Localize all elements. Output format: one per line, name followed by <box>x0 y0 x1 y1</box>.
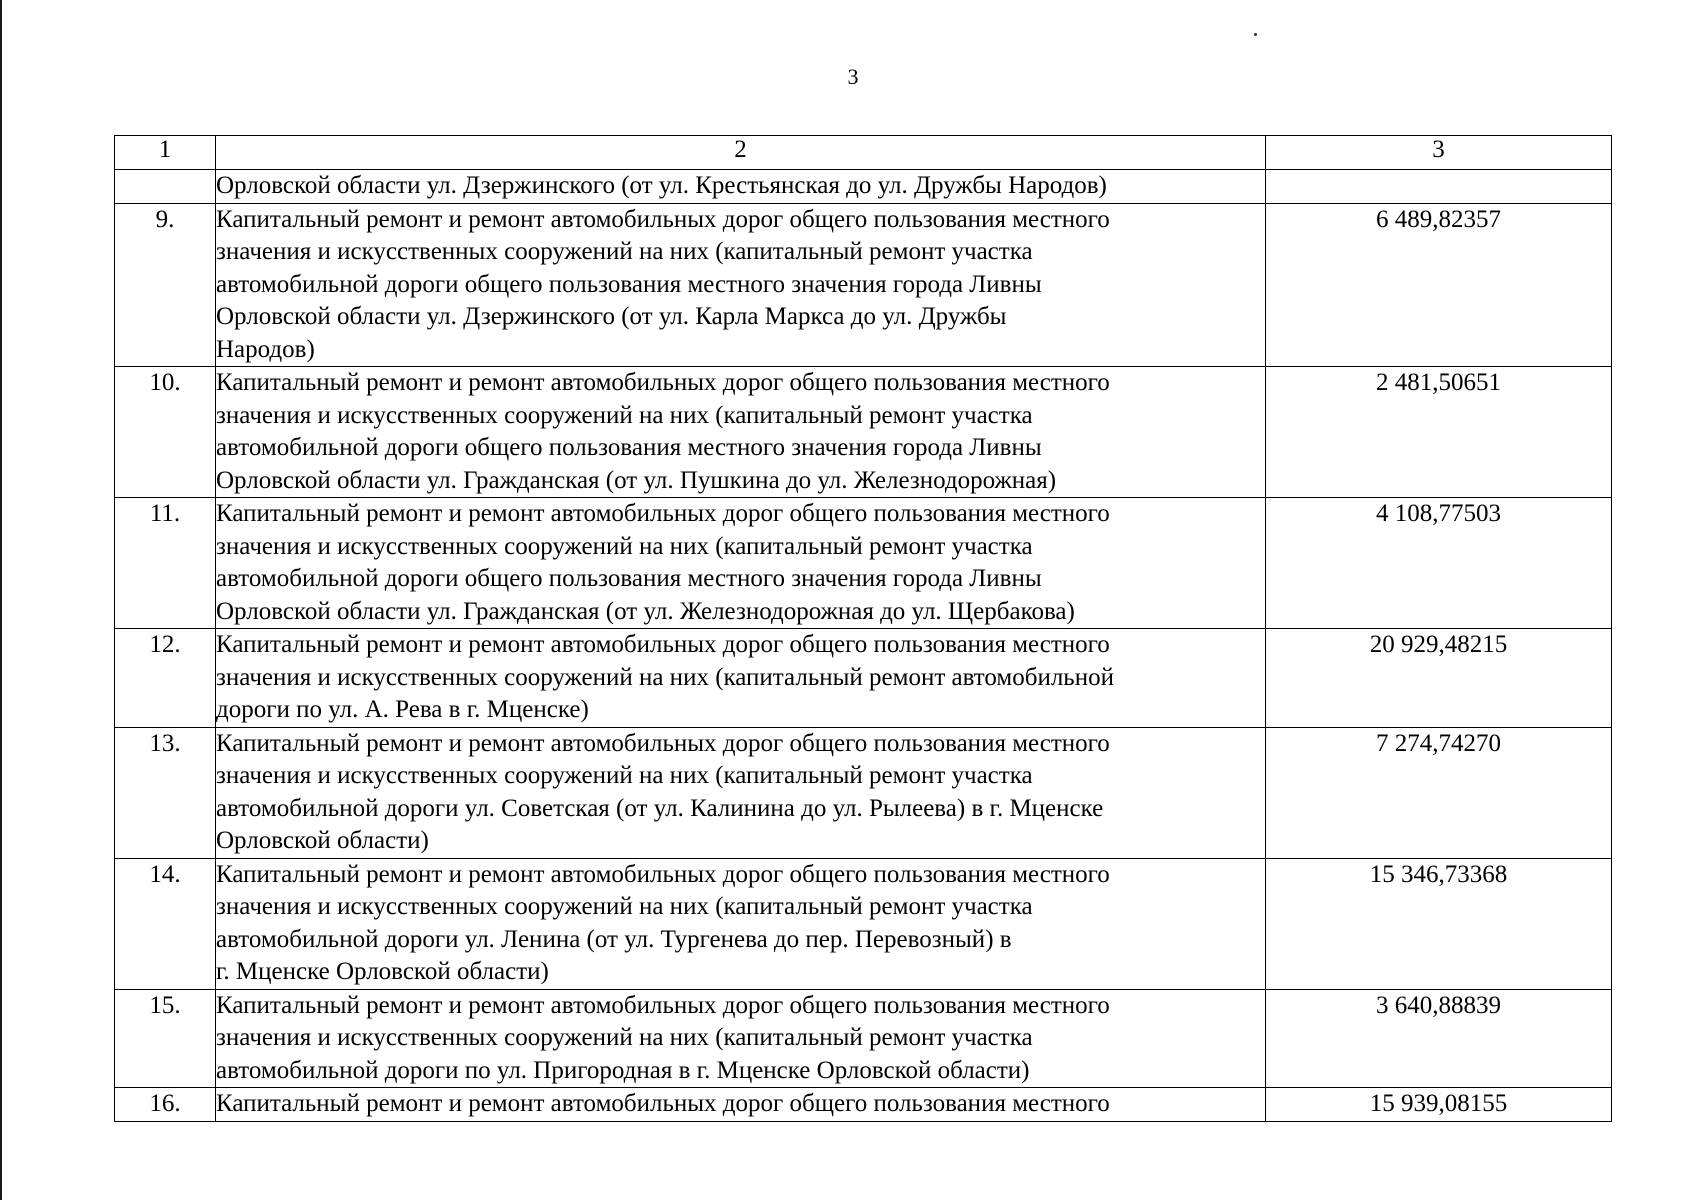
row-amount: 3 640,88839 <box>1266 989 1612 1088</box>
column-number-row <box>115 136 1612 170</box>
description-line: Орловской области ул. Дзержинского (от ул. Карла Маркса до ул. Дружбы <box>216 303 1007 330</box>
description-line: автомобильной дороги общего пользования местного значения города Ливны <box>216 270 1042 298</box>
row-number: 12. <box>115 629 216 728</box>
row-amount: 15 346,73368 <box>1266 858 1612 989</box>
description-line: Народов) <box>216 335 315 363</box>
row-number: 9. <box>115 203 216 367</box>
description-line: Орловской области ул. Гражданская (от ул. Пушкина до ул. Железнодорожная) <box>216 466 1057 494</box>
row-description <box>216 727 1266 858</box>
row-description <box>216 989 1266 1088</box>
table-row <box>115 727 1612 858</box>
row-amount: 20 929,48215 <box>1266 629 1612 728</box>
row-description <box>216 203 1266 367</box>
row-description <box>216 629 1266 728</box>
row-number: 14. <box>115 858 216 989</box>
row-amount: 7 274,74270 <box>1266 727 1612 858</box>
description-line: значения и искусственных сооружений на них (капитальный ремонт участка <box>216 762 1033 789</box>
table-row <box>115 170 1612 204</box>
description-line: автомобильной дороги общего пользования местного значения города Ливны <box>216 565 1042 592</box>
row-amount: 2 481,50651 <box>1266 367 1612 498</box>
description-line: значения и искусственных сооружений на них (капитальный ремонт участка <box>216 401 1033 429</box>
description-line: дороги по ул. А. Рева в г. Мценске) <box>216 696 589 723</box>
description-line: Капитальный ремонт и ремонт автомобильных дорог общего пользования местного <box>216 500 1110 527</box>
row-description <box>216 498 1266 629</box>
description-line: автомобильной дороги общего пользования местного значения города Ливны <box>216 434 1042 461</box>
description-line: значения и искусственных сооружений на них (капитальный ремонт автомобильной <box>216 663 1114 691</box>
column-number-3: 3 <box>1266 136 1612 170</box>
scan-speck <box>1254 33 1257 36</box>
description-line: Капитальный ремонт и ремонт автомобильных дорог общего пользования местного <box>216 631 1110 658</box>
row-description <box>216 170 1266 204</box>
table-row <box>115 203 1612 367</box>
description-line: Капитальный ремонт и ремонт автомобильных дорог общего пользования местного <box>216 369 1110 396</box>
page-number: 3 <box>847 64 859 89</box>
description-line: Орловской области ул. Гражданская (от ул. Железнодорожная до ул. Щербакова) <box>216 597 1075 625</box>
row-number: 11. <box>115 498 216 629</box>
description-line: значения и искусственных сооружений на них (капитальный ремонт участка <box>216 238 1033 265</box>
description-line: автомобильной дороги по ул. Пригородная в г. Мценске Орловской области) <box>216 1056 1030 1084</box>
description-line: значения и искусственных сооружений на них (капитальный ремонт участка <box>216 893 1033 920</box>
description-line: г. Мценске Орловской области) <box>216 958 549 985</box>
description-line: Капитальный ремонт и ремонт автомобильных дорог общего пользования местного <box>216 991 1110 1019</box>
row-number: 10. <box>115 367 216 498</box>
table-row <box>115 989 1612 1088</box>
row-description <box>216 367 1266 498</box>
description-line: Капитальный ремонт и ремонт автомобильных дорог общего пользования местного <box>216 860 1110 888</box>
row-amount: 15 939,08155 <box>1266 1088 1612 1122</box>
row-description <box>216 1088 1266 1122</box>
scan-left-edge <box>0 0 2 1200</box>
row-amount: 4 108,77503 <box>1266 498 1612 629</box>
description-line: Капитальный ремонт и ремонт автомобильных дорог общего пользования местного <box>216 729 1110 757</box>
description-line: Капитальный ремонт и ремонт автомобильных дорог общего пользования местного <box>216 205 1110 233</box>
table-row <box>115 367 1612 498</box>
column-number-2: 2 <box>216 136 1266 170</box>
table-row <box>115 1088 1612 1122</box>
row-number: 16. <box>115 1088 216 1122</box>
row-number <box>115 170 216 204</box>
description-line: Орловской области) <box>216 827 429 854</box>
description-line: Орловской области ул. Дзержинского (от ул. Крестьянская до ул. Дружбы Народов) <box>216 172 1107 199</box>
budget-table <box>114 135 1612 1122</box>
description-line: Капитальный ремонт и ремонт автомобильных дорог общего пользования местного <box>216 1090 1110 1117</box>
row-description <box>216 858 1266 989</box>
description-line: автомобильной дороги ул. Советская (от ул. Калинина до ул. Рылеева) в г. Мценске <box>216 794 1104 822</box>
table-row <box>115 858 1612 989</box>
row-number: 13. <box>115 727 216 858</box>
description-line: значения и искусственных сооружений на них (капитальный ремонт участка <box>216 532 1033 560</box>
row-amount <box>1266 170 1612 204</box>
row-amount: 6 489,82357 <box>1266 203 1612 367</box>
table-row <box>115 629 1612 728</box>
row-number: 15. <box>115 989 216 1088</box>
description-line: значения и искусственных сооружений на них (капитальный ремонт участка <box>216 1024 1033 1051</box>
column-number-1: 1 <box>115 136 216 170</box>
budget-table-body <box>115 136 1612 1122</box>
table-row <box>115 498 1612 629</box>
description-line: автомобильной дороги ул. Ленина (от ул. Тургенева до пер. Перевозный) в <box>216 925 1012 953</box>
